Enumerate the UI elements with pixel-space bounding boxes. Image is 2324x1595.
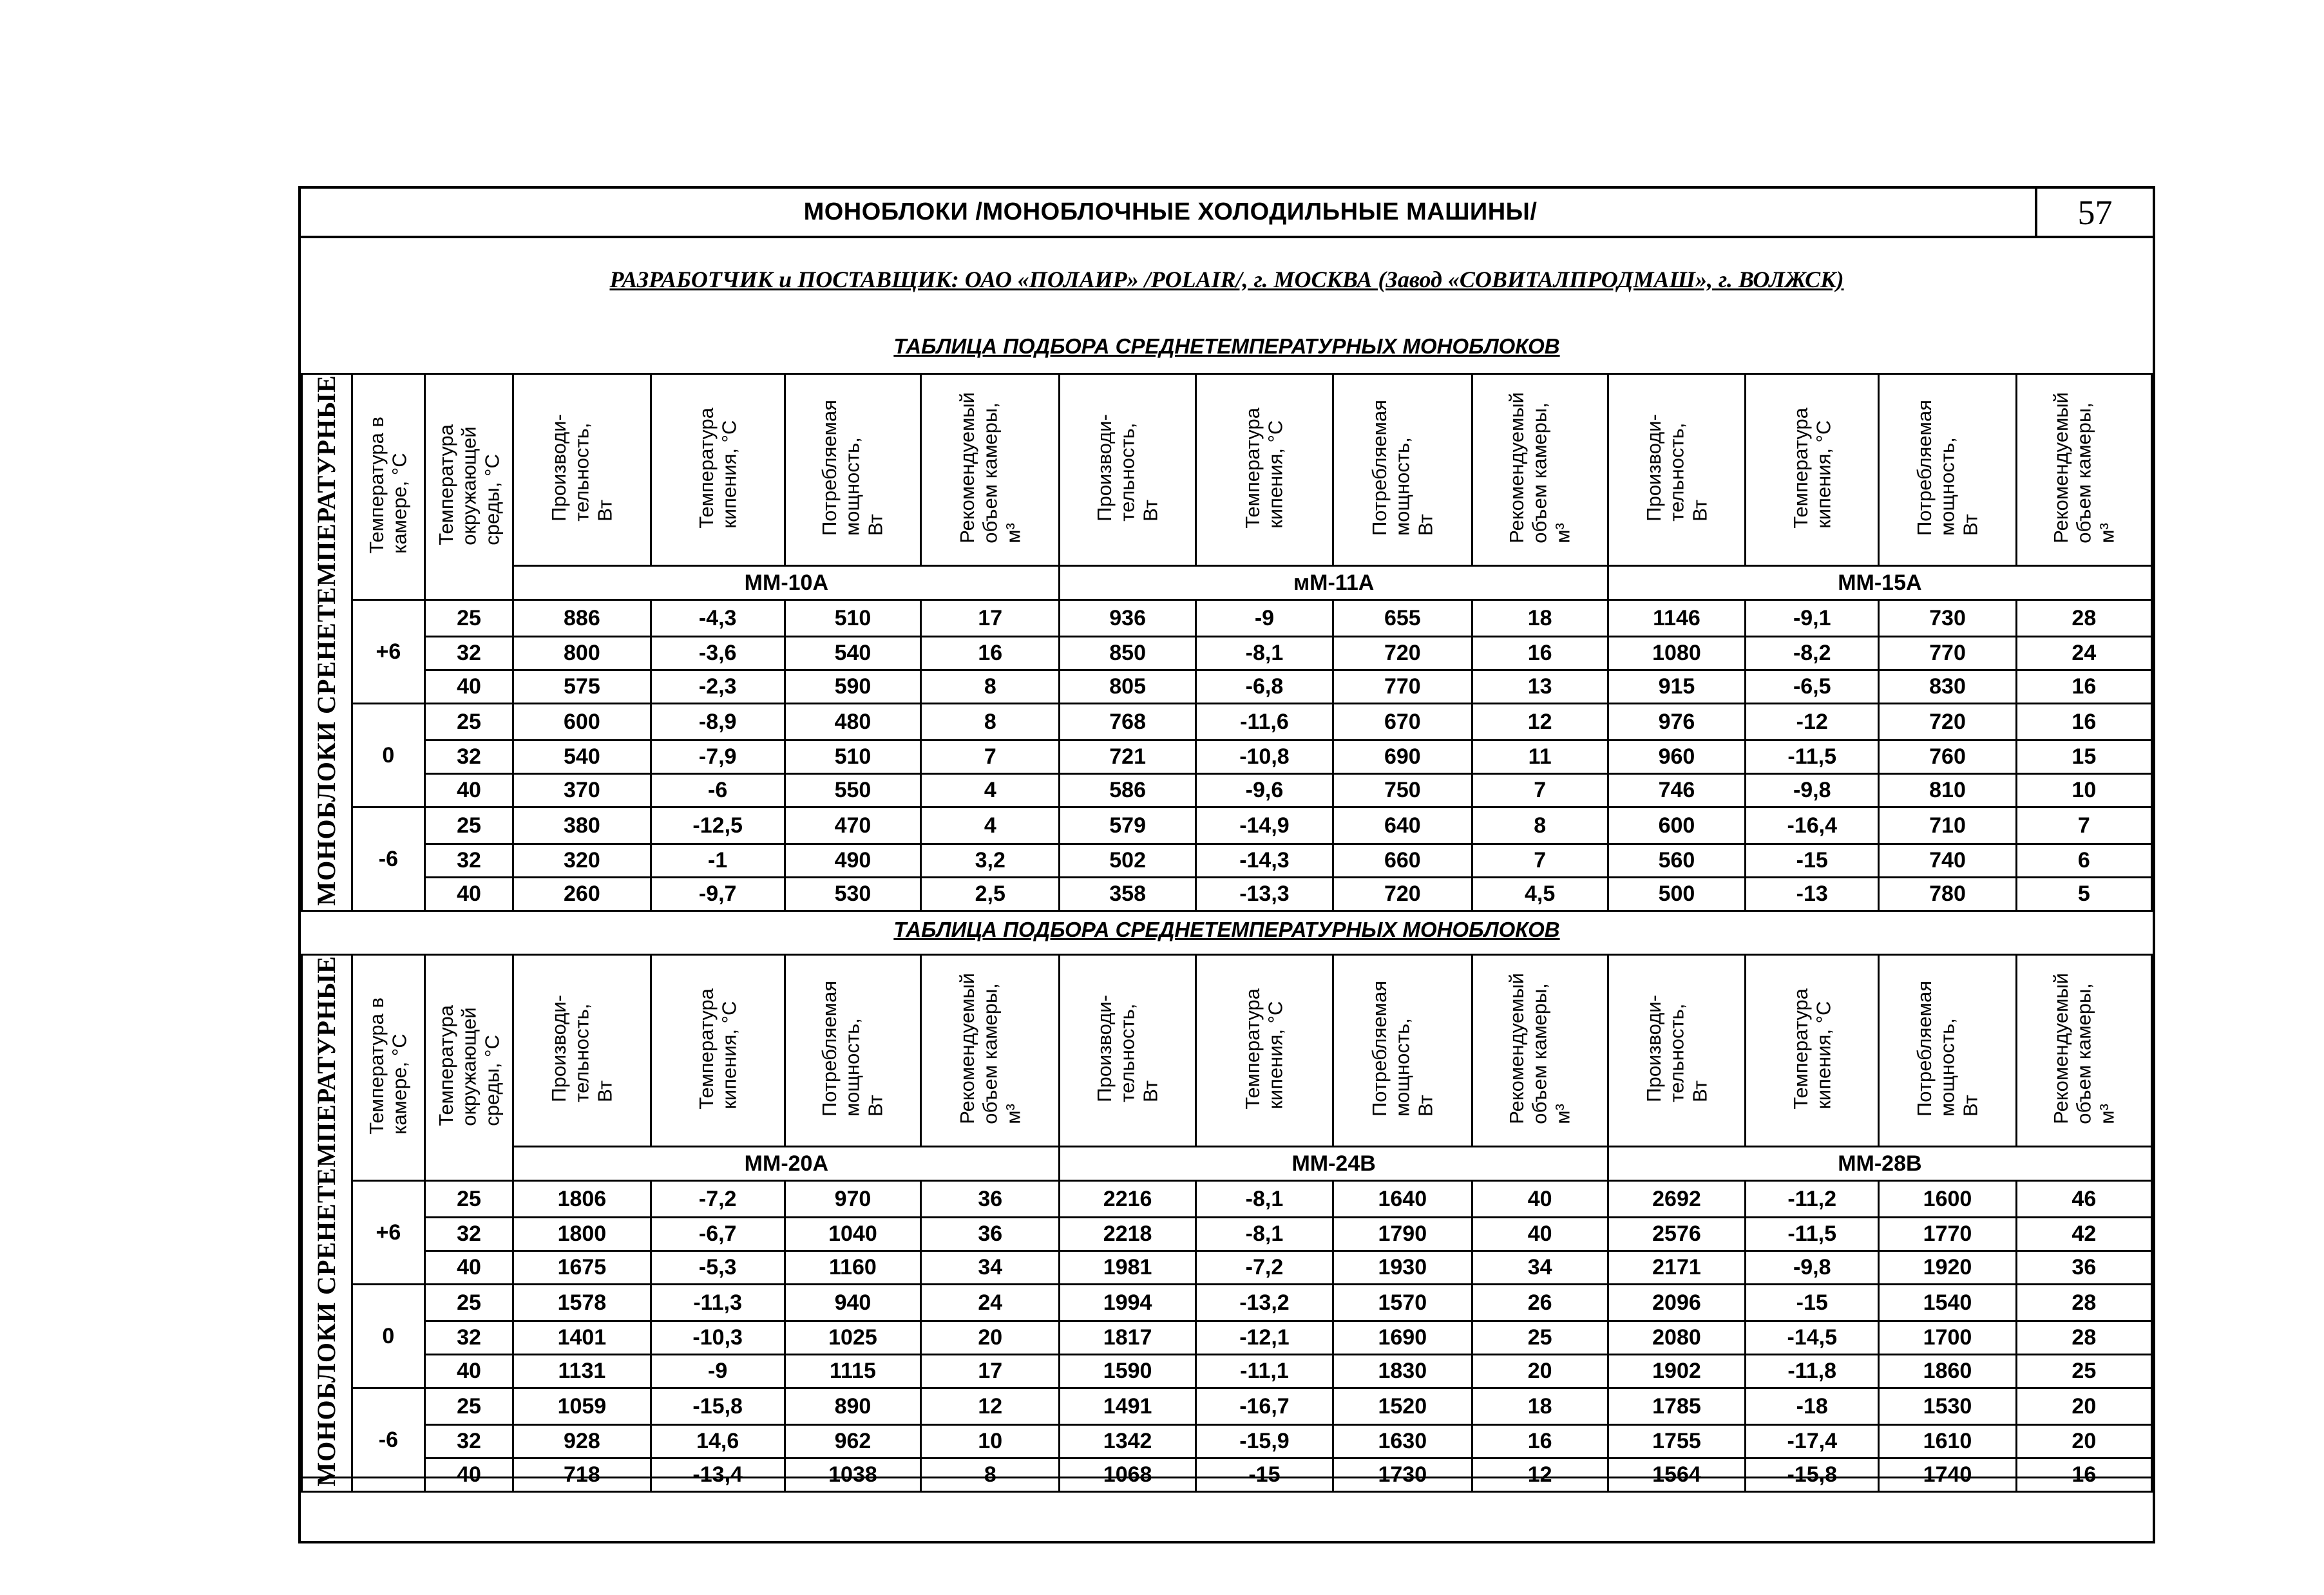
table-cell: 850 <box>1060 636 1195 670</box>
table-cell: 7 <box>1472 844 1608 877</box>
table-title-1: ТАБЛИЦА ПОДБОРА СРЕДНЕТЕМПЕРАТУРНЫХ МОНОБЛОКОВ <box>893 334 1560 358</box>
table-cell: 928 <box>513 1424 651 1458</box>
table-cell: 32 <box>424 1321 513 1354</box>
table-cell: 17 <box>921 1354 1060 1388</box>
table-cell: 10 <box>921 1424 1060 1458</box>
table-cell: 470 <box>785 807 920 844</box>
table-cell: 1115 <box>785 1354 920 1388</box>
table-cell: 1770 <box>1879 1217 2016 1251</box>
table-cell: 16 <box>1472 636 1608 670</box>
table-cell: -9,1 <box>1746 600 1879 637</box>
table-cell: -9 <box>651 1354 785 1388</box>
table-cell: 36 <box>921 1181 1060 1218</box>
table-cell: 1131 <box>513 1354 651 1388</box>
table-cell: -13,2 <box>1195 1284 1333 1321</box>
table-cell: 36 <box>2016 1251 2151 1284</box>
table-cell: -1 <box>651 844 785 877</box>
table-cell: -9,8 <box>1746 1251 1879 1284</box>
table-cell: -8,1 <box>1195 1217 1333 1251</box>
table-cell: 586 <box>1060 773 1195 807</box>
table-cell: -13,3 <box>1195 877 1333 911</box>
table-cell: 1590 <box>1060 1354 1195 1388</box>
table-cell: 579 <box>1060 807 1195 844</box>
table-cell: -8,9 <box>651 703 785 740</box>
table-cell: 40 <box>424 670 513 703</box>
footer-strip <box>301 1477 2153 1541</box>
table-cell: -15 <box>1746 844 1879 877</box>
table-cell: -6,8 <box>1195 670 1333 703</box>
table-cell: 5 <box>2016 877 2151 911</box>
side-label: МОНОБЛОКИ СРЕНЕТЕМПЕРАТУРНЫЕ <box>302 374 352 911</box>
table-cell: 2096 <box>1608 1284 1745 1321</box>
header-bar <box>301 189 2153 238</box>
header-boiling: Температура кипения, °C <box>651 955 785 1147</box>
table-cell: 1038 <box>785 1458 920 1491</box>
table-cell: -11,6 <box>1195 703 1333 740</box>
table-cell: 1817 <box>1060 1321 1195 1354</box>
table-cell: -6 <box>651 773 785 807</box>
table-cell: 32 <box>424 636 513 670</box>
table-cell: 40 <box>1472 1217 1608 1251</box>
header-capacity: Производи- тельность, Вт <box>1060 955 1195 1147</box>
table-cell: -16,4 <box>1746 807 1879 844</box>
table-cell: 46 <box>2016 1181 2151 1218</box>
table-cell: -17,4 <box>1746 1424 1879 1458</box>
table-cell: 24 <box>921 1284 1060 1321</box>
header-capacity: Производи- тельность, Вт <box>1608 955 1745 1147</box>
table-cell: 1790 <box>1333 1217 1472 1251</box>
table-cell: 750 <box>1333 773 1472 807</box>
table-cell: 670 <box>1333 703 1472 740</box>
table-cell: 8 <box>1472 807 1608 844</box>
table-cell: 1401 <box>513 1321 651 1354</box>
table-cell: 780 <box>1879 877 2016 911</box>
table-cell: -7,2 <box>1195 1251 1333 1284</box>
table-cell: 2576 <box>1608 1217 1745 1251</box>
table-cell: 1785 <box>1608 1388 1745 1424</box>
chamber-temp: 0 <box>352 1284 424 1388</box>
table-cell: 7 <box>2016 807 2151 844</box>
table-cell: 40 <box>424 1354 513 1388</box>
header-power: Потребляемая мощность, Вт <box>1879 374 2016 566</box>
header-volume: Рекомендуемый объем камеры, м³ <box>2016 374 2151 566</box>
table-cell: 32 <box>424 1424 513 1458</box>
table-cell: 2171 <box>1608 1251 1745 1284</box>
table-cell: 805 <box>1060 670 1195 703</box>
table-cell: 1540 <box>1879 1284 2016 1321</box>
table-cell: 660 <box>1333 844 1472 877</box>
header-volume: Рекомендуемый объем камеры, м³ <box>1472 955 1608 1147</box>
table-cell: 11 <box>1472 740 1608 773</box>
table-cell: 32 <box>424 740 513 773</box>
table-cell: 28 <box>2016 600 2151 637</box>
table-cell: 540 <box>785 636 920 670</box>
table-cell: 40 <box>424 1251 513 1284</box>
developer-line: РАЗРАБОТЧИК и ПОСТАВЩИК: ОАО «ПОЛАИР» /POLAIR/, г. МОСКВА (Завод «СОВИТАЛПРОДМАШ», г. ВОЛЖСК) <box>609 267 1844 292</box>
table-cell: 1675 <box>513 1251 651 1284</box>
table-cell: -5,3 <box>651 1251 785 1284</box>
table-cell: 260 <box>513 877 651 911</box>
table-cell: 1920 <box>1879 1251 2016 1284</box>
table-cell: 2692 <box>1608 1181 1745 1218</box>
table-cell: 915 <box>1608 670 1745 703</box>
table-cell: 8 <box>921 703 1060 740</box>
table-cell: 26 <box>1472 1284 1608 1321</box>
table-cell: 12 <box>1472 1458 1608 1491</box>
table-cell: 16 <box>921 636 1060 670</box>
chamber-temp: +6 <box>352 1181 424 1285</box>
table-cell: 10 <box>2016 773 2151 807</box>
chamber-temp: -6 <box>352 807 424 911</box>
table-cell: 1491 <box>1060 1388 1195 1424</box>
table-title-2: ТАБЛИЦА ПОДБОРА СРЕДНЕТЕМПЕРАТУРНЫХ МОНОБЛОКОВ <box>893 918 1560 941</box>
table-cell: 1570 <box>1333 1284 1472 1321</box>
header-volume: Рекомендуемый объем камеры, м³ <box>1472 374 1608 566</box>
table-cell: 12 <box>1472 703 1608 740</box>
table-cell: -15,8 <box>651 1388 785 1424</box>
table-cell: 1640 <box>1333 1181 1472 1218</box>
table-cell: 40 <box>424 773 513 807</box>
table-cell: 14,6 <box>651 1424 785 1458</box>
table-cell: 962 <box>785 1424 920 1458</box>
table-cell: 25 <box>424 600 513 637</box>
table-cell: 1806 <box>513 1181 651 1218</box>
table-cell: 18 <box>1472 1388 1608 1424</box>
table-cell: 13 <box>1472 670 1608 703</box>
table-cell: 600 <box>1608 807 1745 844</box>
table-cell: -14,3 <box>1195 844 1333 877</box>
table-cell: -14,9 <box>1195 807 1333 844</box>
table-cell: 655 <box>1333 600 1472 637</box>
table-cell: 590 <box>785 670 920 703</box>
table-cell: 40 <box>424 1458 513 1491</box>
table-cell: 1530 <box>1879 1388 2016 1424</box>
table-cell: 25 <box>424 1284 513 1321</box>
table-cell: -9,7 <box>651 877 785 911</box>
table-cell: -14,5 <box>1746 1321 1879 1354</box>
table-cell: -11,2 <box>1746 1181 1879 1218</box>
table-cell: 1830 <box>1333 1354 1472 1388</box>
table-cell: 42 <box>2016 1217 2151 1251</box>
header-power: Потребляемая мощность, Вт <box>1333 955 1472 1147</box>
header-power: Потребляемая мощность, Вт <box>1333 374 1472 566</box>
header-boiling: Температура кипения, °C <box>1195 374 1333 566</box>
table-cell: 25 <box>424 703 513 740</box>
table-cell: -12 <box>1746 703 1879 740</box>
model-name: ММ-28В <box>1608 1147 2151 1181</box>
table-cell: 720 <box>1333 636 1472 670</box>
table-cell: -7,9 <box>651 740 785 773</box>
table-cell: 40 <box>424 877 513 911</box>
table-cell: 1025 <box>785 1321 920 1354</box>
table-cell: 940 <box>785 1284 920 1321</box>
table-cell: 16 <box>2016 703 2151 740</box>
table-cell: 760 <box>1879 740 2016 773</box>
table-cell: 20 <box>921 1321 1060 1354</box>
table-cell: 28 <box>2016 1321 2151 1354</box>
table-cell: 25 <box>424 1388 513 1424</box>
table-cell: 1800 <box>513 1217 651 1251</box>
table-cell: 2,5 <box>921 877 1060 911</box>
table-cell: 1700 <box>1879 1321 2016 1354</box>
table-cell: -12,5 <box>651 807 785 844</box>
table-cell: 730 <box>1879 600 2016 637</box>
selection-table-1 <box>301 373 2153 912</box>
table-cell: 1068 <box>1060 1458 1195 1491</box>
header-ambient-temp: Температура окружающей среды, °C <box>424 374 513 600</box>
table-cell: -11,5 <box>1746 1217 1879 1251</box>
table-cell: 540 <box>513 740 651 773</box>
table-cell: 1564 <box>1608 1458 1745 1491</box>
table-cell: -9,6 <box>1195 773 1333 807</box>
table-cell: 600 <box>513 703 651 740</box>
table-cell: 718 <box>513 1458 651 1491</box>
table-cell: 1146 <box>1608 600 1745 637</box>
table-cell: -11,5 <box>1746 740 1879 773</box>
header-power: Потребляемая мощность, Вт <box>1879 955 2016 1147</box>
table-cell: -10,8 <box>1195 740 1333 773</box>
table-cell: 24 <box>2016 636 2151 670</box>
table-cell: 28 <box>2016 1284 2151 1321</box>
header-volume: Рекомендуемый объем камеры, м³ <box>921 955 1060 1147</box>
table-cell: 530 <box>785 877 920 911</box>
table-cell: 25 <box>1472 1321 1608 1354</box>
table-cell: -2,3 <box>651 670 785 703</box>
table-cell: 575 <box>513 670 651 703</box>
table-cell: 510 <box>785 740 920 773</box>
table-cell: 4 <box>921 773 1060 807</box>
table-cell: 886 <box>513 600 651 637</box>
table-cell: -6,7 <box>651 1217 785 1251</box>
table-cell: 34 <box>921 1251 1060 1284</box>
table-cell: 770 <box>1333 670 1472 703</box>
table-cell: 720 <box>1879 703 2016 740</box>
table-cell: 1930 <box>1333 1251 1472 1284</box>
table-cell: 32 <box>424 1217 513 1251</box>
table-cell: 500 <box>1608 877 1745 911</box>
table-cell: 20 <box>2016 1424 2151 1458</box>
table-cell: 1630 <box>1333 1424 1472 1458</box>
table-cell: 746 <box>1608 773 1745 807</box>
table-cell: 2216 <box>1060 1181 1195 1218</box>
table-cell: -18 <box>1746 1388 1879 1424</box>
table-cell: 800 <box>513 636 651 670</box>
table-cell: 690 <box>1333 740 1472 773</box>
table-cell: 3,2 <box>921 844 1060 877</box>
page-number: 57 <box>2035 189 2153 236</box>
table-cell: -16,7 <box>1195 1388 1333 1424</box>
table-cell: 1730 <box>1333 1458 1472 1491</box>
table-cell: 7 <box>921 740 1060 773</box>
table-cell: 1600 <box>1879 1181 2016 1218</box>
table-cell: 970 <box>785 1181 920 1218</box>
table-cell: -3,6 <box>651 636 785 670</box>
table-cell: 560 <box>1608 844 1745 877</box>
table-cell: 36 <box>921 1217 1060 1251</box>
table-cell: 1059 <box>513 1388 651 1424</box>
table-cell: -11,8 <box>1746 1354 1879 1388</box>
model-name: ММ-10А <box>513 566 1060 600</box>
table-cell: 1610 <box>1879 1424 2016 1458</box>
table-cell: -15 <box>1746 1284 1879 1321</box>
table-cell: -11,3 <box>651 1284 785 1321</box>
chamber-temp: -6 <box>352 1388 424 1491</box>
table-cell: 25 <box>2016 1354 2151 1388</box>
table-cell: 8 <box>921 1458 1060 1491</box>
model-name: ММ-20А <box>513 1147 1060 1181</box>
chamber-temp: 0 <box>352 703 424 807</box>
table-cell: 1040 <box>785 1217 920 1251</box>
header-boiling: Температура кипения, °C <box>1195 955 1333 1147</box>
table-cell: 380 <box>513 807 651 844</box>
table-cell: 490 <box>785 844 920 877</box>
table-cell: 720 <box>1333 877 1472 911</box>
table-cell: 34 <box>1472 1251 1608 1284</box>
table-cell: 1740 <box>1879 1458 2016 1491</box>
table-cell: 936 <box>1060 600 1195 637</box>
table-cell: 16 <box>1472 1424 1608 1458</box>
table-cell: 830 <box>1879 670 2016 703</box>
table-cell: 4 <box>921 807 1060 844</box>
table-cell: 320 <box>513 844 651 877</box>
table-cell: 25 <box>424 1181 513 1218</box>
table-cell: 710 <box>1879 807 2016 844</box>
model-name: ММ-24В <box>1060 1147 1608 1181</box>
table-cell: 2218 <box>1060 1217 1195 1251</box>
table-cell: -6,5 <box>1746 670 1879 703</box>
header-boiling: Температура кипения, °C <box>1746 374 1879 566</box>
table-cell: 370 <box>513 773 651 807</box>
table-cell: 1860 <box>1879 1354 2016 1388</box>
table-cell: 16 <box>2016 670 2151 703</box>
table-cell: 1160 <box>785 1251 920 1284</box>
header-chamber-temp: Температура в камере, °C <box>352 955 424 1181</box>
table-cell: -9 <box>1195 600 1333 637</box>
table-cell: -8,1 <box>1195 636 1333 670</box>
table-cell: -15 <box>1195 1458 1333 1491</box>
table-cell: 740 <box>1879 844 2016 877</box>
table-cell: -9,8 <box>1746 773 1879 807</box>
table-cell: -13,4 <box>651 1458 785 1491</box>
table-cell: 502 <box>1060 844 1195 877</box>
table-cell: 16 <box>2016 1458 2151 1491</box>
table-cell: 2080 <box>1608 1321 1745 1354</box>
table-cell: 770 <box>1879 636 2016 670</box>
side-label: МОНОБЛОКИ СРЕНЕТЕМПЕРАТУРНЫЕ <box>302 955 352 1492</box>
header-capacity: Производи- тельность, Вт <box>513 955 651 1147</box>
header-power: Потребляемая мощность, Вт <box>785 374 920 566</box>
table-cell: 1994 <box>1060 1284 1195 1321</box>
table-cell: -11,1 <box>1195 1354 1333 1388</box>
table-cell: 17 <box>921 600 1060 637</box>
table-cell: 18 <box>1472 600 1608 637</box>
table-cell: -13 <box>1746 877 1879 911</box>
table-cell: -8,2 <box>1746 636 1879 670</box>
header-volume: Рекомендуемый объем камеры, м³ <box>2016 955 2151 1147</box>
header-boiling: Температура кипения, °C <box>651 374 785 566</box>
table-cell: 510 <box>785 600 920 637</box>
table-cell: 1981 <box>1060 1251 1195 1284</box>
table-cell: 20 <box>1472 1354 1608 1388</box>
table-cell: 976 <box>1608 703 1745 740</box>
table-cell: 1755 <box>1608 1424 1745 1458</box>
table-cell: -4,3 <box>651 600 785 637</box>
document-frame <box>298 186 2155 1543</box>
table-cell: 480 <box>785 703 920 740</box>
table-cell: -8,1 <box>1195 1181 1333 1218</box>
table-cell: 810 <box>1879 773 2016 807</box>
table-cell: 8 <box>921 670 1060 703</box>
table-cell: 6 <box>2016 844 2151 877</box>
header-boiling: Температура кипения, °C <box>1746 955 1879 1147</box>
table-cell: 358 <box>1060 877 1195 911</box>
header-power: Потребляемая мощность, Вт <box>785 955 920 1147</box>
table-cell: 15 <box>2016 740 2151 773</box>
table-cell: -15,9 <box>1195 1424 1333 1458</box>
table-cell: 890 <box>785 1388 920 1424</box>
table-cell: 550 <box>785 773 920 807</box>
table-cell: -15,8 <box>1746 1458 1879 1491</box>
model-name: мМ-11А <box>1060 566 1608 600</box>
table-cell: -10,3 <box>651 1321 785 1354</box>
table-cell: 7 <box>1472 773 1608 807</box>
header-capacity: Производи- тельность, Вт <box>513 374 651 566</box>
table-cell: 1902 <box>1608 1354 1745 1388</box>
table-cell: -7,2 <box>651 1181 785 1218</box>
table-cell: 1520 <box>1333 1388 1472 1424</box>
header-capacity: Производи- тельность, Вт <box>1608 374 1745 566</box>
table-cell: 640 <box>1333 807 1472 844</box>
page-title: МОНОБЛОКИ /МОНОБЛОЧНЫЕ ХОЛОДИЛЬНЫЕ МАШИНЫ/ <box>803 198 1538 225</box>
table-cell: 960 <box>1608 740 1745 773</box>
header-volume: Рекомендуемый объем камеры, м³ <box>921 374 1060 566</box>
table-cell: 1080 <box>1608 636 1745 670</box>
model-name: ММ-15А <box>1608 566 2151 600</box>
selection-table-2 <box>301 954 2153 1493</box>
chamber-temp: +6 <box>352 600 424 704</box>
header-ambient-temp: Температура окружающей среды, °C <box>424 955 513 1181</box>
header-capacity: Производи- тельность, Вт <box>1060 374 1195 566</box>
table-cell: 4,5 <box>1472 877 1608 911</box>
table-cell: 1690 <box>1333 1321 1472 1354</box>
header-chamber-temp: Температура в камере, °C <box>352 374 424 600</box>
table-cell: 768 <box>1060 703 1195 740</box>
table-cell: 32 <box>424 844 513 877</box>
table-cell: 1578 <box>513 1284 651 1321</box>
table-cell: 12 <box>921 1388 1060 1424</box>
table-cell: 40 <box>1472 1181 1608 1218</box>
table-cell: -12,1 <box>1195 1321 1333 1354</box>
table-cell: 1342 <box>1060 1424 1195 1458</box>
table-cell: 721 <box>1060 740 1195 773</box>
table-cell: 25 <box>424 807 513 844</box>
table-cell: 20 <box>2016 1388 2151 1424</box>
